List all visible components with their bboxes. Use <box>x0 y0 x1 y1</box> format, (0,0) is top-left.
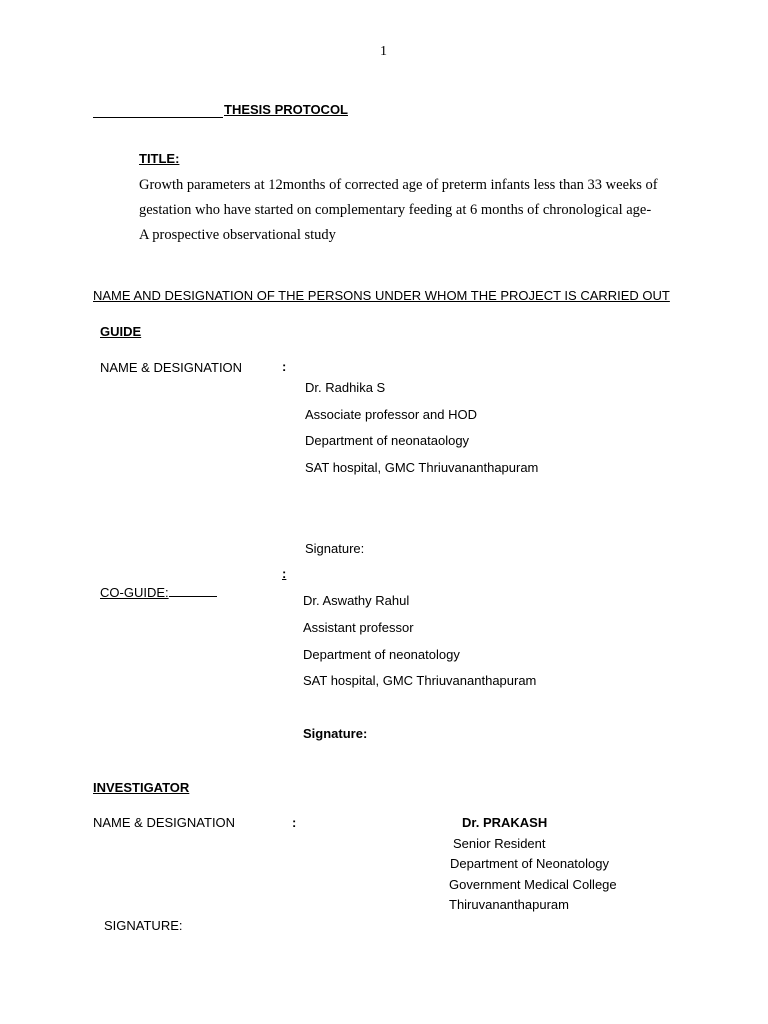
guide-signature-label: Signature: <box>305 541 365 556</box>
guide-colon: : <box>282 359 287 374</box>
investigator-name: Dr. PRAKASH <box>462 815 548 830</box>
coguide-line-name: Dr. Aswathy Rahul <box>303 593 410 608</box>
coguide-colon: : <box>282 566 287 581</box>
investigator-line-city: Thiruvananthapuram <box>449 897 569 912</box>
persons-heading: NAME AND DESIGNATION OF THE PERSONS UNDER WHOM THE PROJECT IS CARRIED OUT <box>93 288 670 303</box>
investigator-colon: : <box>292 815 297 830</box>
investigator-line-department: Department of Neonatology <box>450 856 609 871</box>
guide-heading: GUIDE <box>100 324 142 339</box>
guide-line-name: Dr. Radhika S <box>305 380 386 395</box>
page-number: 1 <box>380 44 387 59</box>
coguide-line-department: Department of neonatology <box>303 647 460 662</box>
thesis-title-text <box>139 173 659 248</box>
guide-line-department: Department of neonataology <box>305 433 470 448</box>
guide-line-designation: Associate professor and HOD <box>305 407 477 422</box>
investigator-line-institution: Government Medical College <box>449 877 617 892</box>
investigator-signature-label: SIGNATURE: <box>104 918 183 933</box>
investigator-heading: INVESTIGATOR <box>93 780 190 795</box>
coguide-line-designation: Assistant professor <box>303 620 414 635</box>
coguide-line-institution: SAT hospital, GMC Thriuvananthapuram <box>303 673 537 688</box>
coguide-signature-label: Signature: <box>303 726 368 741</box>
guide-name-designation-label: NAME & DESIGNATION <box>100 360 243 375</box>
investigator-line-designation: Senior Resident <box>453 836 546 851</box>
investigator-name-designation-label: NAME & DESIGNATION <box>93 815 236 830</box>
title-text: Growth parameters at 12months of corrected age of preterm infants less than 33 weeks of gestation who have started on complementary feeding at 6 months of chronological age- A prospective observational study <box>139 177 658 243</box>
document-title: THESIS PROTOCOL <box>224 102 348 117</box>
coguide-underline <box>169 596 217 597</box>
coguide-heading-wrap <box>100 585 217 600</box>
title-leading-rule <box>93 117 223 118</box>
guide-line-institution: SAT hospital, GMC Thriuvananthapuram <box>305 460 539 475</box>
title-label: TITLE: <box>139 151 180 166</box>
coguide-heading: CO-GUIDE: <box>100 585 169 600</box>
